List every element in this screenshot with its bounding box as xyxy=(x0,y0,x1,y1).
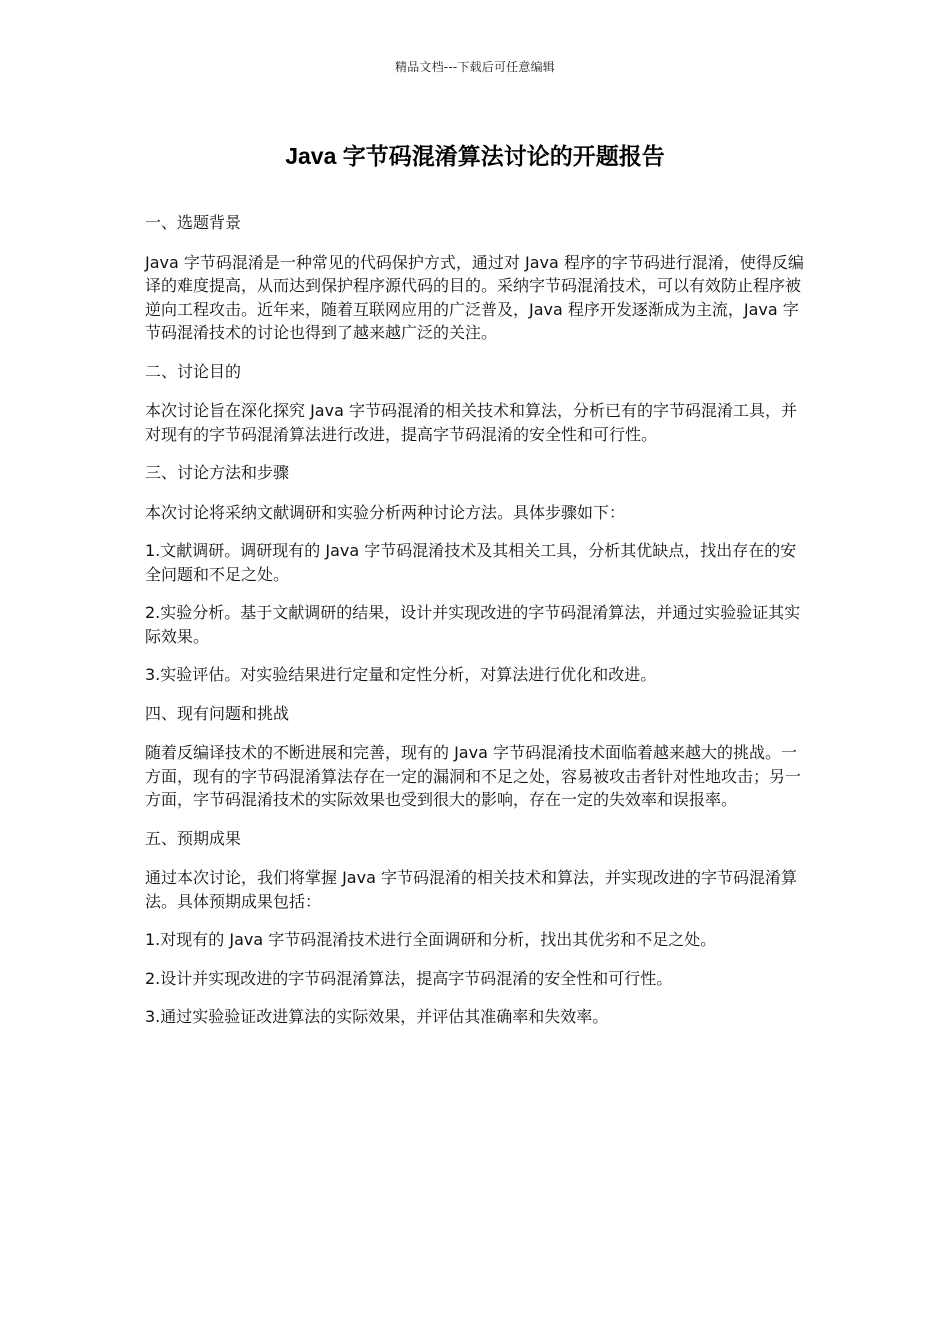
section-heading: 五、预期成果 xyxy=(145,828,242,848)
list-item: 2.设计并实现改进的字节码混淆算法，提高字节码混淆的安全性和可行性。 xyxy=(145,968,673,988)
section-heading: 一、选题背景 xyxy=(145,213,242,232)
list-item: 1.文献调研。调研现有的 Java 字节码混淆技术及其相关工具，分析其优缺点，找出存在的安全问题和不足之处。 xyxy=(145,541,797,584)
page-header: 精品文档---下载后可任意编辑 xyxy=(395,60,555,74)
list-item: 1.对现有的 Java 字节码混淆技术进行全面调研和分析，找出其优劣和不足之处。 xyxy=(145,930,717,949)
section-heading: 三、讨论方法和步骤 xyxy=(145,463,290,482)
document-body xyxy=(145,211,807,1044)
paragraph: 通过本次讨论，我们将掌握 Java 字节码混淆的相关技术和算法，并实现改进的字节码混淆算法。具体预期成果包括： xyxy=(145,868,797,911)
paragraph: 本次讨论旨在深化探究 Java 字节码混淆的相关技术和算法，分析已有的字节码混淆工具，并对现有的字节码混淆算法进行改进，提高字节码混淆的安全性和可行性。 xyxy=(145,401,797,444)
paragraph: 随着反编译技术的不断进展和完善，现有的 Java 字节码混淆技术面临着越来越大的挑战。一方面，现有的字节码混淆算法存在一定的漏洞和不足之处，容易被攻击者针对性地攻击；另一方面，字节码混淆技术的实际效果也受到很大的影响，存在一定的失效率和误报率。 xyxy=(145,743,802,809)
section-heading: 二、讨论目的 xyxy=(145,361,242,381)
list-item: 3.通过实验验证改进算法的实际效果，并评估其准确率和失效率。 xyxy=(145,1007,609,1026)
list-item: 3.实验评估。对实验结果进行定量和定性分析，对算法进行优化和改进。 xyxy=(145,665,657,684)
section-heading: 四、现有问题和挑战 xyxy=(145,703,290,723)
list-item: 2.实验分析。基于文献调研的结果，设计并实现改进的字节码混淆算法，并通过实验验证其实际效果。 xyxy=(145,603,801,646)
paragraph: 本次讨论将采纳文献调研和实验分析两种讨论方法。具体步骤如下： xyxy=(145,502,626,522)
paragraph: Java 字节码混淆是一种常见的代码保护方式，通过对 Java 程序的字节码进行混淆，使得反编译的难度提高，从而达到保护程序源代码的目的。采纳字节码混淆技术，可以有效防止程序被逆向工程攻击。近年来，随着互联网应用的广泛普及，Java 程序开发逐渐成为主流，Java 字节码混淆技术的讨论也得到了越来越广泛的关注。 xyxy=(145,252,804,342)
document-title: Java 字节码混淆算法讨论的开题报告 xyxy=(285,143,665,169)
